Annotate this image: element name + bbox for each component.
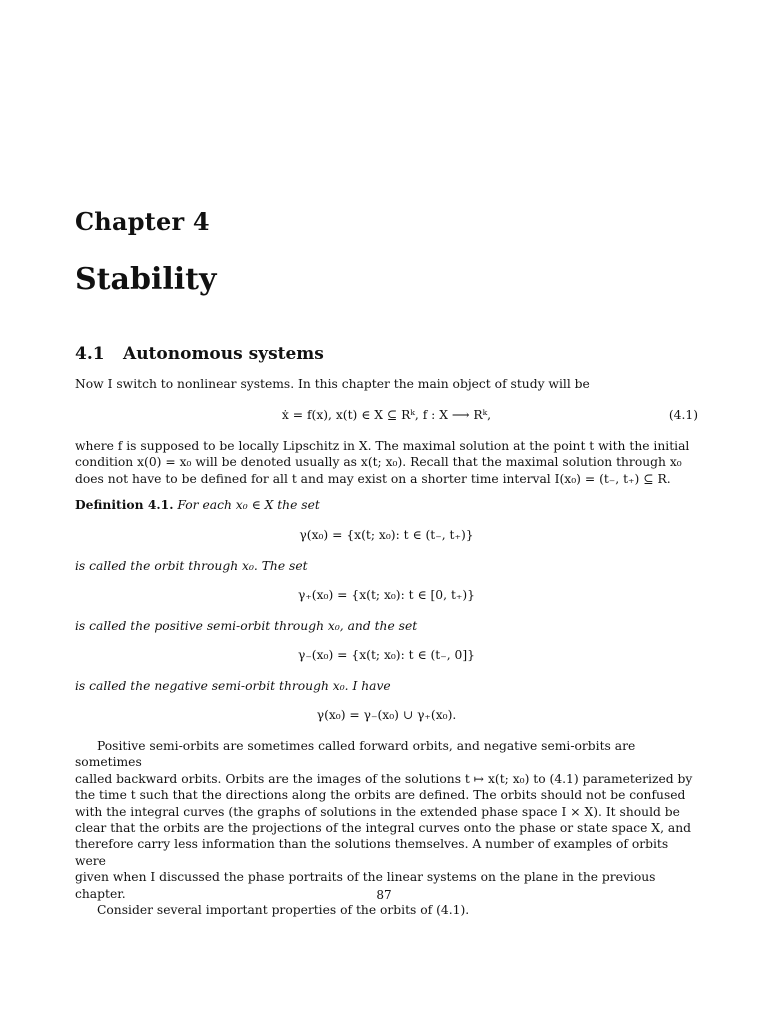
paragraph-lipschitz — [75, 438, 698, 487]
definition-4-1 — [75, 497, 698, 513]
intro-paragraph: Now I switch to nonlinear systems. In this chapter the main object of study will be — [75, 377, 590, 391]
text-line: Consider several important properties of the orbits of (4.1). — [97, 903, 470, 918]
definition-label: Definition 4.1. — [75, 497, 174, 512]
text-line: given when I discussed the phase portraits of the linear systems on the plane in the previous chapter. — [75, 870, 656, 901]
text-line: the time t such that the directions along the orbits are defined. The orbits should not be confused — [75, 788, 686, 803]
section-title: Autonomous systems — [123, 344, 324, 364]
text-line: with the integral curves (the graphs of solutions in the extended phase space I × X). It should be — [75, 804, 680, 819]
equation-body: ẋ = f(x), x(t) ∈ X ⊆ Rᵏ, f : X ⟶ Rᵏ, — [281, 408, 492, 422]
definition-text: For each x₀ ∈ X the set — [177, 498, 320, 512]
section-number: 4.1 — [75, 344, 105, 364]
section-heading — [75, 344, 324, 364]
definition-text-negative: is called the negative semi-orbit through x₀. I have — [75, 679, 391, 693]
chapter-label: Chapter 4 — [75, 207, 210, 236]
text-line: where f is supposed to be locally Lipschitz in X. The maximal solution at the point t with the initial — [75, 439, 690, 453]
equation-orbit: γ(x₀) = {x(t; x₀): t ∈ (t₋, t₊)} — [299, 528, 474, 542]
chapter-title: Stability — [75, 262, 217, 297]
text-line: clear that the orbits are the projections of the integral curves onto the phase or state space X, and — [75, 821, 692, 836]
text-line: condition x(0) = x₀ will be denoted usually as x(t; x₀). Recall that the maximal solution through x₀ — [75, 455, 682, 470]
text-line: does not have to be defined for all t and may exist on a shorter time interval I(x₀) = (t₋, t₊) ⊆ R. — [75, 471, 671, 486]
equation-4-1 — [75, 408, 698, 422]
definition-text-positive: is called the positive semi-orbit through x₀, and the set — [75, 619, 418, 633]
text-line: Positive semi-orbits are sometimes called forward orbits, and negative semi-orbits are sometimes — [75, 739, 636, 770]
equation-positive-semi-orbit: γ₊(x₀) = {x(t; x₀): t ∈ [0, t₊)} — [297, 588, 476, 602]
equation-negative-semi-orbit: γ₋(x₀) = {x(t; x₀): t ∈ (t₋, 0]} — [297, 648, 476, 662]
text-line: called backward orbits. Orbits are the images of the solutions t ↦ x(t; x₀) to (4.1) parameterized by — [75, 771, 693, 786]
equation-number: (4.1) — [668, 408, 698, 422]
definition-text-orbit: is called the orbit through x₀. The set — [75, 559, 308, 573]
page-number: 87 — [376, 888, 392, 902]
equation-union: γ(x₀) = γ₋(x₀) ∪ γ₊(x₀). — [316, 708, 457, 722]
text-line: therefore carry less information than the solutions themselves. A number of examples of orbits were — [75, 837, 669, 868]
